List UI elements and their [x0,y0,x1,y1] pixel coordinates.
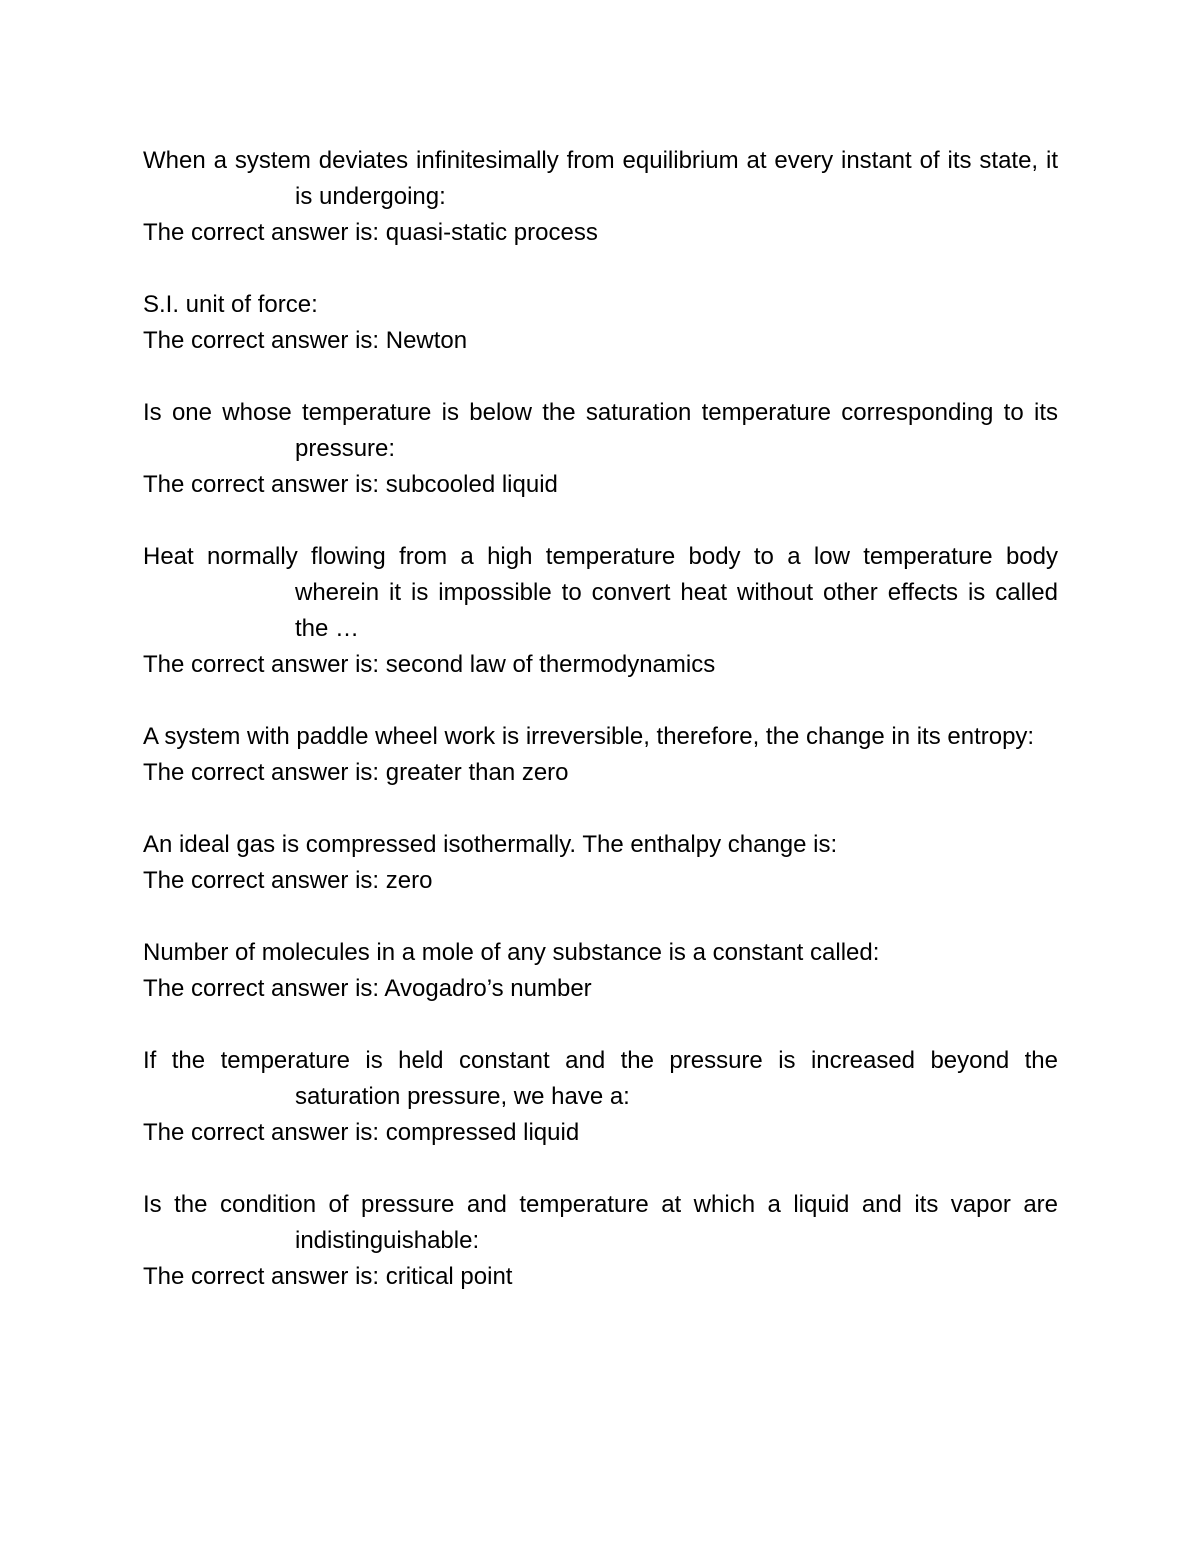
qa-item [143,143,1058,251]
answer-text: The correct answer is: second law of thermodynamics [143,651,716,678]
answer-text: The correct answer is: quasi-static process [143,219,598,246]
answer-text: The correct answer is: Avogadro’s number [143,975,592,1002]
question-text: Heat normally flowing from a high temperature body to a low temperature body wherein it is impossible to convert heat without other effects is called the … [143,543,1058,642]
qa-item [143,827,1058,899]
question-text: A system with paddle wheel work is irreversible, therefore, the change in its entropy: [143,723,1035,750]
answer-text: The correct answer is: subcooled liquid [143,471,558,498]
question-text: Is the condition of pressure and temperature at which a liquid and its vapor are indistinguishable: [143,1191,1058,1254]
answer-text: The correct answer is: zero [143,867,433,894]
answer-text: The correct answer is: greater than zero [143,759,569,786]
question-text: Is one whose temperature is below the saturation temperature corresponding to its pressure: [143,399,1058,462]
answer-text: The correct answer is: compressed liquid [143,1119,580,1146]
qa-item [143,539,1058,683]
qa-list [143,143,1058,1331]
question-text: Number of molecules in a mole of any substance is a constant called: [143,939,880,966]
qa-item [143,935,1058,1007]
qa-item [143,395,1058,503]
answer-text: The correct answer is: critical point [143,1263,513,1290]
question-text: If the temperature is held constant and the pressure is increased beyond the saturation pressure, we have a: [143,1047,1058,1110]
question-text: When a system deviates infinitesimally from equilibrium at every instant of its state, it is undergoing: [143,147,1058,210]
qa-item [143,719,1058,791]
qa-item [143,1187,1058,1295]
answer-text: The correct answer is: Newton [143,327,468,354]
question-text: An ideal gas is compressed isothermally. The enthalpy change is: [143,831,838,858]
qa-item [143,287,1058,359]
qa-item [143,1043,1058,1151]
question-text: S.I. unit of force: [143,291,318,318]
